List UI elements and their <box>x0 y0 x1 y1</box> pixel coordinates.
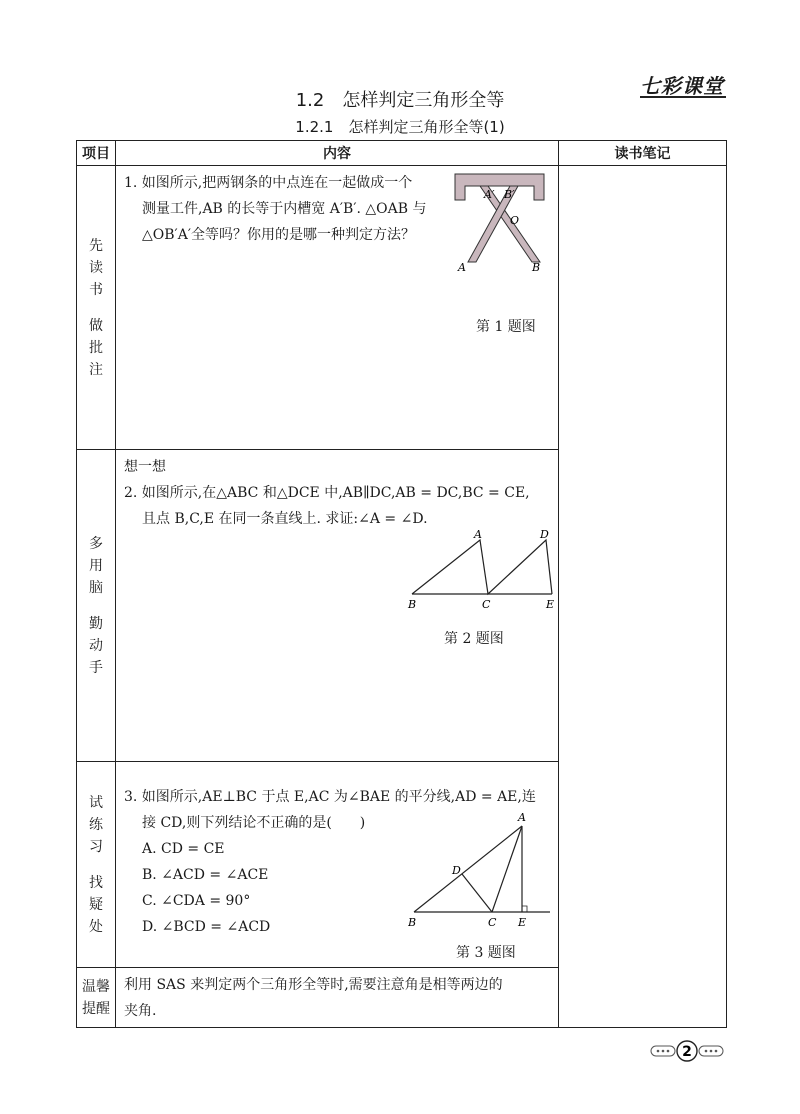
option-b: B. ∠ACD = ∠ACE <box>142 867 269 883</box>
label-e: E <box>546 598 555 611</box>
table-header-row <box>77 141 727 166</box>
label-b: B <box>532 261 541 272</box>
question-line: 且点 B,C,E 在同一条直线上. 求证:∠A = ∠D. <box>142 511 428 527</box>
logo-text: 七彩课堂 <box>640 74 724 98</box>
figure-3 <box>408 810 558 930</box>
question-line: 2. 如图所示,在△ABC 和△DCE 中,AB∥DC,AB = DC,BC = CE, <box>124 485 530 501</box>
study-table <box>76 140 727 1028</box>
label-a: A <box>518 811 526 824</box>
figure-1 <box>452 172 552 272</box>
page-number-badge <box>650 1040 724 1062</box>
label-b: B <box>408 598 417 611</box>
header-notes: 读书笔记 <box>559 141 727 166</box>
row-label-read: 先 读 书 做 批 注 <box>77 166 116 450</box>
label-a: A <box>458 261 466 272</box>
row-label-think: 多 用 脑 勤 动 手 <box>77 450 116 762</box>
think-heading: 想一想 <box>124 459 166 475</box>
question-2 <box>116 450 559 762</box>
option-d: D. ∠BCD = ∠ACD <box>142 919 271 935</box>
question-line: 1. 如图所示,把两钢条的中点连在一起做成一个 <box>124 175 413 191</box>
question-3 <box>116 762 559 968</box>
tip-content <box>116 968 559 1028</box>
question-line: 3. 如图所示,AE⊥BC 于点 E,AC 为∠BAE 的平分线,AD = AE,连 <box>124 789 536 805</box>
label-b-prime: B′ <box>504 188 515 201</box>
header-item: 项目 <box>77 141 116 166</box>
label-b: B <box>408 916 417 929</box>
tip-line: 利用 SAS 来判定两个三角形全等时,需要注意角是相等两边的 <box>124 977 503 993</box>
question-line: 测量工件,AB 的长等于内槽宽 A′B′. △OAB 与 <box>142 201 427 217</box>
row-label-practice: 试 练 习 找 疑 处 <box>77 762 116 968</box>
label-d: D <box>452 864 461 877</box>
label-a: A <box>474 530 482 541</box>
page-title: 1.2 怎样判定三角形全等 <box>295 90 505 111</box>
header-content: 内容 <box>116 141 559 166</box>
option-c: C. ∠CDA = 90° <box>142 893 251 909</box>
reading-notes-column <box>559 166 727 1028</box>
label-a-prime: A′ <box>484 188 495 201</box>
label-d: D <box>540 530 549 541</box>
figure-2 <box>406 530 556 614</box>
section-subtitle: 1.2.1 怎样判定三角形全等(1) <box>295 118 505 136</box>
question-line: △OB′A′全等吗？你用的是哪一种判定方法？ <box>142 227 415 243</box>
row-label-tip: 温馨 提醒 <box>77 968 116 1028</box>
page-number: 2 <box>682 1044 692 1060</box>
table-row <box>77 166 727 450</box>
label-c: C <box>482 598 491 611</box>
question-line: 接 CD,则下列结论不正确的是( ) <box>142 815 366 831</box>
label-e: E <box>518 916 527 929</box>
figure-3-caption: 第 3 题图 <box>456 945 516 961</box>
tip-line: 夹角. <box>124 1003 157 1019</box>
figure-1-caption: 第 1 题图 <box>476 319 536 335</box>
label-c: C <box>488 916 497 929</box>
option-a: A. CD = CE <box>142 841 225 857</box>
question-1 <box>116 166 559 450</box>
label-o: O <box>510 214 520 227</box>
figure-2-caption: 第 2 题图 <box>444 631 504 647</box>
